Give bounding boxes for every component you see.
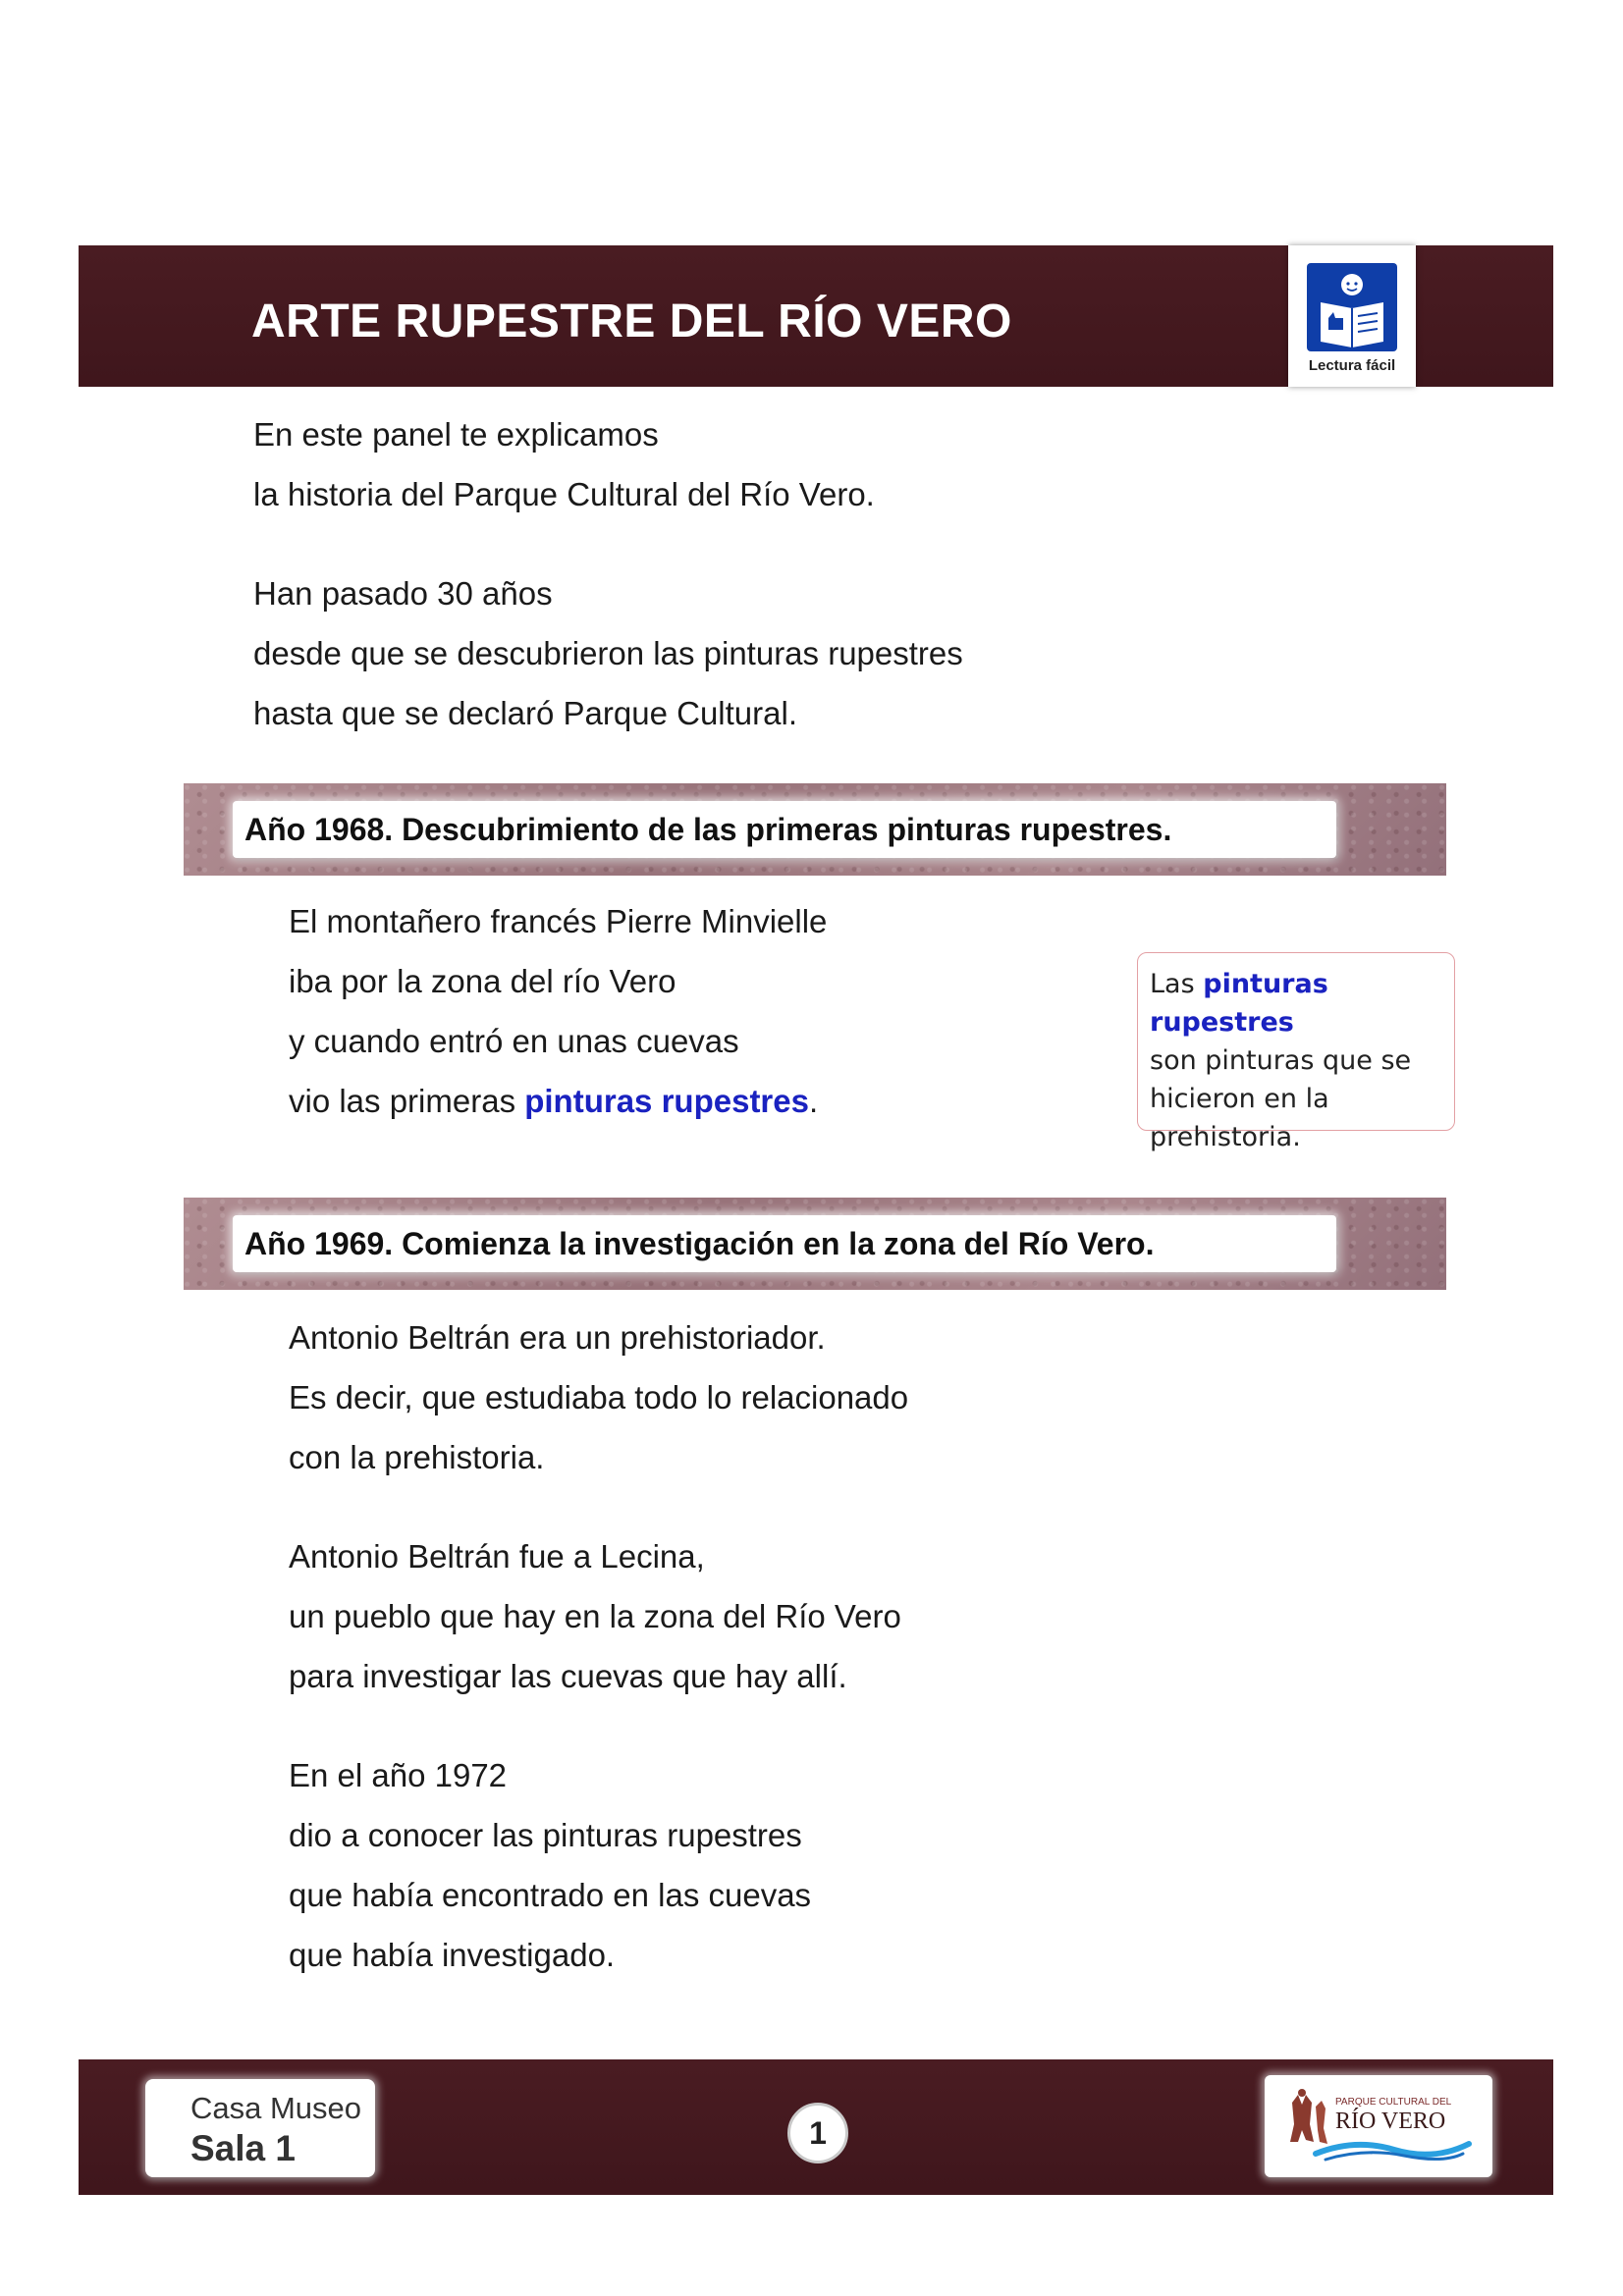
glossary-line: son pinturas que se xyxy=(1150,1045,1412,1076)
intro-paragraph-1 xyxy=(253,404,875,524)
text-line: En este panel te explicamos xyxy=(253,416,659,453)
text-line: En el año 1972 xyxy=(289,1757,508,1793)
section-heading-band-1969 xyxy=(184,1198,1446,1290)
section-heading-box xyxy=(233,801,1336,858)
section-heading-box xyxy=(233,1215,1336,1272)
text-line: que había investigado. xyxy=(289,1937,616,1973)
section-1969-paragraph-3 xyxy=(289,1745,811,1985)
easy-read-label: Lectura fácil xyxy=(1308,357,1396,374)
logo-small-text: PARQUE CULTURAL DEL xyxy=(1335,2097,1452,2108)
glossary-line: prehistoria. xyxy=(1150,1122,1301,1152)
text-line: para investigar las cuevas que hay allí. xyxy=(289,1658,847,1694)
section-1969-paragraph-1 xyxy=(289,1308,908,1487)
text-line: iba por la zona del río Vero xyxy=(289,963,676,999)
text-line: la historia del Parque Cultural del Río Vero. xyxy=(253,476,875,512)
glossary-line: hicieron en la xyxy=(1150,1084,1329,1114)
easy-read-badge xyxy=(1288,245,1416,387)
text-fragment: vio las primeras xyxy=(289,1083,525,1119)
glossary-box xyxy=(1137,952,1455,1152)
glossary-term: pinturas rupestres xyxy=(1150,969,1328,1038)
intro-paragraph-2 xyxy=(253,563,963,743)
section-heading: Año 1969. Comienza la investigación en la zona del Río Vero. xyxy=(244,1226,1155,1261)
logo-big-text: RÍO VERO xyxy=(1335,2109,1446,2134)
text-line: y cuando entró en unas cuevas xyxy=(289,1023,739,1059)
parque-cultural-logo xyxy=(1265,2075,1492,2177)
section-heading-band-1968 xyxy=(184,783,1446,876)
glossary-prefix: Las xyxy=(1150,969,1204,999)
text-line: Antonio Beltrán fue a Lecina, xyxy=(289,1538,705,1575)
text-line xyxy=(289,1071,827,1131)
section-heading: Año 1968. Descubrimiento de las primeras pinturas rupestres. xyxy=(244,812,1172,847)
location-line-2: Sala 1 xyxy=(190,2128,296,2168)
page-number: 1 xyxy=(787,2103,848,2163)
text-line: Antonio Beltrán era un prehistoriador. xyxy=(289,1319,826,1356)
text-fragment: . xyxy=(808,1083,819,1119)
section-1969-paragraph-2 xyxy=(289,1526,901,1706)
text-line: un pueblo que hay en la zona del Río Vero xyxy=(289,1598,901,1634)
text-line: hasta que se declaró Parque Cultural. xyxy=(253,695,798,731)
location-box xyxy=(145,2079,375,2177)
location-line-1: Casa Museo xyxy=(190,2091,362,2125)
text-line: desde que se descubrieron las pinturas rupestres xyxy=(253,635,963,671)
text-line: El montañero francés Pierre Minvielle xyxy=(289,903,828,939)
page-title: ARTE RUPESTRE DEL RÍO VERO xyxy=(251,295,1012,347)
text-line: Es decir, que estudiaba todo lo relacionado xyxy=(289,1379,909,1415)
easy-read-icon xyxy=(1307,263,1397,351)
text-line: que había encontrado en las cuevas xyxy=(289,1877,812,1913)
text-line: con la prehistoria. xyxy=(289,1439,545,1475)
highlighted-term: pinturas rupestres xyxy=(524,1083,809,1119)
glossary-text xyxy=(1150,965,1454,1156)
text-line: dio a conocer las pinturas rupestres xyxy=(289,1817,802,1853)
rio-vero-logo-icon xyxy=(1286,2085,1473,2167)
section-1968-paragraph xyxy=(289,891,827,1131)
text-line: Han pasado 30 años xyxy=(253,575,553,612)
